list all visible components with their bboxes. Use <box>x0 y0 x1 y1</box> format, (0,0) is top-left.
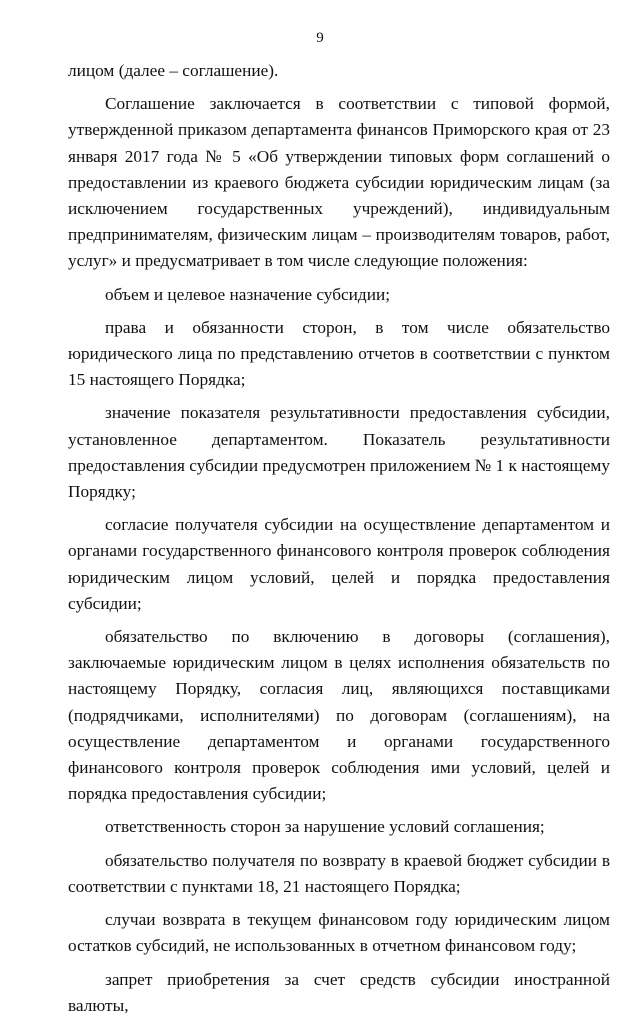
list-item-party-liability: ответственность сторон за нарушение условий соглашения; <box>105 817 545 837</box>
list-item-refund-obligation: обязательство получателя по возврату в краевой бюджет субсидии в соответствии с пунктами 18, 21 настоящего Порядка; <box>68 850 610 896</box>
list-item-currency-prohibition: запрет приобретения за счет средств субсидии иностранной валюты, <box>68 969 610 1015</box>
list-item-subsidy-volume: объем и целевое назначение субсидии; <box>105 284 391 304</box>
list-item-rights-obligations: права и обязанности сторон, в том числе обязательство юридического лица по представлению отчетов в соответствии с пунктом 15 настоящего Порядка; <box>68 317 610 390</box>
list-item-contract-obligation: обязательство по включению в договоры (соглашения), заключаемые юридическим лицом в целях исполнения обязательств по настоящему Порядку, согласия лиц, являющихся поставщиками (подрядчиками, исполнителями) по договорам (соглашениям), на осуществление департаментом и органами государственного финансового контроля проверок соблюдения ими условий, целей и порядка предоставления субсидии; <box>68 627 610 804</box>
document-body <box>68 58 610 1019</box>
list-item-recipient-consent: согласие получателя субсидии на осуществление департаментом и органами государственного финансового контроля проверок соблюдения юридическим лицом условий, целей и порядка предоставления субсидии; <box>68 515 610 613</box>
paragraph-continuation: лицом (далее – соглашение). <box>68 61 279 80</box>
list-item-refund-cases: случаи возврата в текущем финансовом году юридическим лицом остатков субсидий, не использованных в отчетном финансовом году; <box>68 910 610 956</box>
paragraph-agreement-intro: Соглашение заключается в соответствии с типовой формой, утвержденной приказом департамента финансов Приморского края от 23 января 2017 года № 5 «Об утверждении типовых форм соглашений о предоставлении из краевого бюджета субсидии юридическим лицам (за исключением государственных учреждений), индивидуальным предпринимателям, физическим лицам – производителям товаров, работ, услуг» и предусматривает в том числе следующие положения: <box>68 94 610 271</box>
list-item-performance-indicator: значение показателя результативности предоставления субсидии, установленное департаментом. Показатель результативности предоставления субсидии предусмотрен приложением № 1 к настоящему Порядку; <box>68 403 610 502</box>
page-number: 9 <box>316 30 324 46</box>
